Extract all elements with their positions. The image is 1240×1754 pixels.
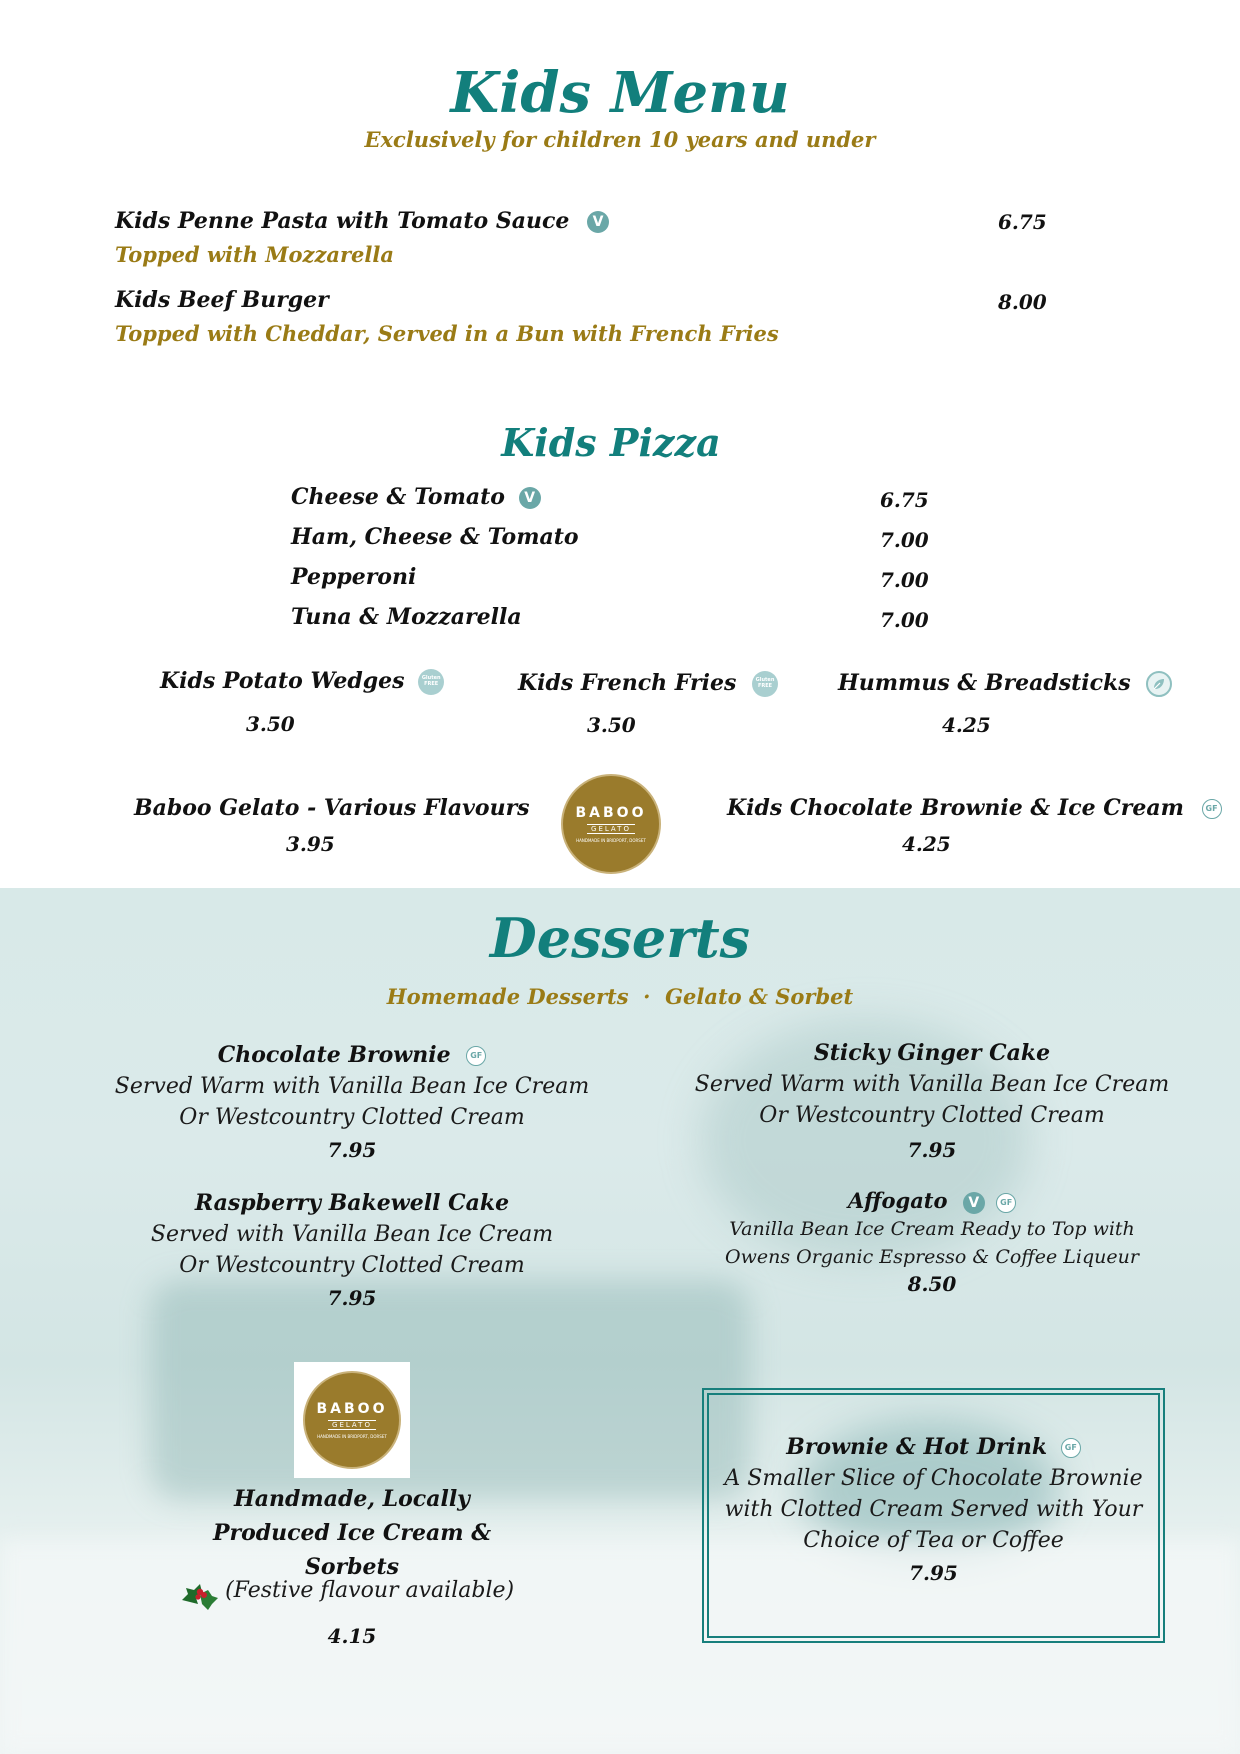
logo-line-3: HANDMADE IN BRIDPORT, DORSET — [317, 1434, 387, 1439]
vegetarian-icon: V — [587, 211, 609, 233]
vegan-leaf-icon — [1146, 671, 1172, 697]
gluten-free-icon: Gluten FREE — [752, 671, 778, 697]
gluten-free-icon: GF — [996, 1193, 1016, 1213]
menu-item-name — [115, 208, 609, 234]
pizza-item — [291, 484, 541, 510]
kids-menu-subtitle: Exclusively for children 10 years and under — [364, 127, 876, 152]
dessert-name — [672, 1188, 1192, 1214]
logo-card — [294, 1362, 410, 1478]
special-name-label: Brownie & Hot Drink — [786, 1434, 1048, 1460]
treat-item — [727, 795, 1222, 821]
special-desc-line: with Clotted Cream Served with Your — [724, 1497, 1143, 1522]
pizza-price: 6.75 — [880, 488, 929, 512]
dessert-desc-line: Owens Organic Espresso & Coffee Liqueur — [725, 1245, 1139, 1268]
dessert-name — [92, 1042, 612, 1068]
special-name — [707, 1434, 1160, 1460]
treat-price: 3.95 — [286, 832, 335, 856]
pizza-price: 7.00 — [880, 608, 929, 632]
dessert-name-label: Chocolate Brownie — [217, 1042, 451, 1068]
pizza-item: Tuna & Mozzarella — [291, 604, 522, 630]
festive-line — [178, 1572, 514, 1612]
dessert-desc-line: Or Westcountry Clotted Cream — [179, 1253, 525, 1278]
treat-item-label: Kids Chocolate Brownie & Ice Cream — [727, 795, 1184, 821]
menu-item-name: Kids Beef Burger — [115, 287, 329, 313]
dessert-item — [92, 1190, 612, 1310]
side-item — [518, 670, 778, 697]
gluten-free-icon: GF — [1202, 799, 1222, 819]
side-item — [838, 670, 1172, 697]
dessert-price: 7.95 — [907, 1138, 957, 1162]
holly-icon — [178, 1572, 218, 1612]
pizza-price: 7.00 — [880, 528, 929, 552]
dessert-desc-line: Or Westcountry Clotted Cream — [179, 1105, 525, 1130]
logo-line-1: BABOO — [316, 1401, 388, 1417]
side-price: 4.25 — [942, 713, 991, 737]
brownie-photo-shape — [150, 1280, 750, 1500]
dessert-price: 7.95 — [327, 1286, 377, 1310]
dessert-price: 7.95 — [327, 1138, 377, 1162]
dessert-name: Sticky Ginger Cake — [813, 1040, 1051, 1066]
dessert-item — [672, 1188, 1192, 1296]
dessert-desc-line: Vanilla Bean Ice Cream Ready to Top with — [729, 1217, 1135, 1240]
menu-item-desc: Topped with Mozzarella — [115, 242, 394, 267]
ice-cream-line: Handmade, Locally — [234, 1486, 470, 1512]
pizza-item-label: Cheese & Tomato — [291, 484, 505, 510]
gluten-free-icon: Gluten FREE — [418, 669, 444, 695]
special-offer — [707, 1434, 1160, 1585]
dessert-name-label: Affogato — [847, 1188, 948, 1213]
special-price: 7.95 — [909, 1561, 958, 1585]
special-desc-line: Choice of Tea or Coffee — [803, 1528, 1064, 1553]
baboo-gelato-logo — [303, 1371, 401, 1469]
menu-item-price: 6.75 — [998, 210, 1047, 234]
menu-item-price: 8.00 — [998, 290, 1047, 314]
kids-menu-title: Kids Menu — [450, 60, 790, 126]
side-price: 3.50 — [246, 712, 295, 736]
ice-cream-line: Produced Ice Cream & — [212, 1520, 492, 1546]
side-item-label: Kids Potato Wedges — [160, 668, 405, 694]
logo-line-3: HANDMADE IN BRIDPORT, DORSET — [576, 838, 646, 843]
treat-item: Baboo Gelato - Various Flavours — [134, 795, 530, 821]
pizza-price: 7.00 — [880, 568, 929, 592]
kids-pizza-title: Kids Pizza — [501, 420, 721, 465]
gluten-free-icon: GF — [1061, 1438, 1081, 1458]
baboo-gelato-logo — [561, 774, 661, 874]
dessert-price: 8.50 — [907, 1271, 957, 1296]
ice-cream-block — [192, 1486, 512, 1580]
logo-line-2: GELATO — [328, 1420, 376, 1430]
logo-line-1: BABOO — [575, 805, 647, 821]
dessert-desc-line: Served Warm with Vanilla Bean Ice Cream — [694, 1072, 1170, 1097]
treat-price: 4.25 — [902, 832, 951, 856]
ice-cream-line: Sorbets — [304, 1554, 400, 1580]
pizza-item: Pepperoni — [291, 564, 417, 590]
side-item-label: Kids French Fries — [518, 670, 737, 696]
desserts-subtitle: Homemade Desserts · Gelato & Sorbet — [386, 984, 854, 1009]
desserts-title: Desserts — [489, 906, 751, 970]
festive-text: (Festive flavour available) — [225, 1577, 515, 1603]
side-price: 3.50 — [587, 713, 636, 737]
special-desc-line: A Smaller Slice of Chocolate Brownie — [724, 1466, 1143, 1491]
gluten-free-icon: GF — [466, 1046, 486, 1066]
dessert-desc-line: Or Westcountry Clotted Cream — [759, 1103, 1105, 1128]
pizza-item: Ham, Cheese & Tomato — [291, 524, 579, 550]
ice-cream-price: 4.15 — [327, 1624, 377, 1648]
dessert-item — [92, 1042, 612, 1162]
dessert-desc-line: Served with Vanilla Bean Ice Cream — [150, 1222, 554, 1247]
dessert-desc-line: Served Warm with Vanilla Bean Ice Cream — [114, 1074, 590, 1099]
vegetarian-icon: V — [963, 1192, 985, 1214]
menu-item-desc: Topped with Cheddar, Served in a Bun with French Fries — [115, 321, 779, 346]
vegetarian-icon: V — [519, 487, 541, 509]
logo-line-2: GELATO — [587, 824, 635, 834]
side-item — [160, 668, 444, 695]
side-item-label: Hummus & Breadsticks — [838, 670, 1131, 696]
dessert-name: Raspberry Bakewell Cake — [194, 1190, 510, 1216]
menu-item-label: Kids Penne Pasta with Tomato Sauce — [115, 208, 570, 234]
dessert-item — [672, 1040, 1192, 1162]
